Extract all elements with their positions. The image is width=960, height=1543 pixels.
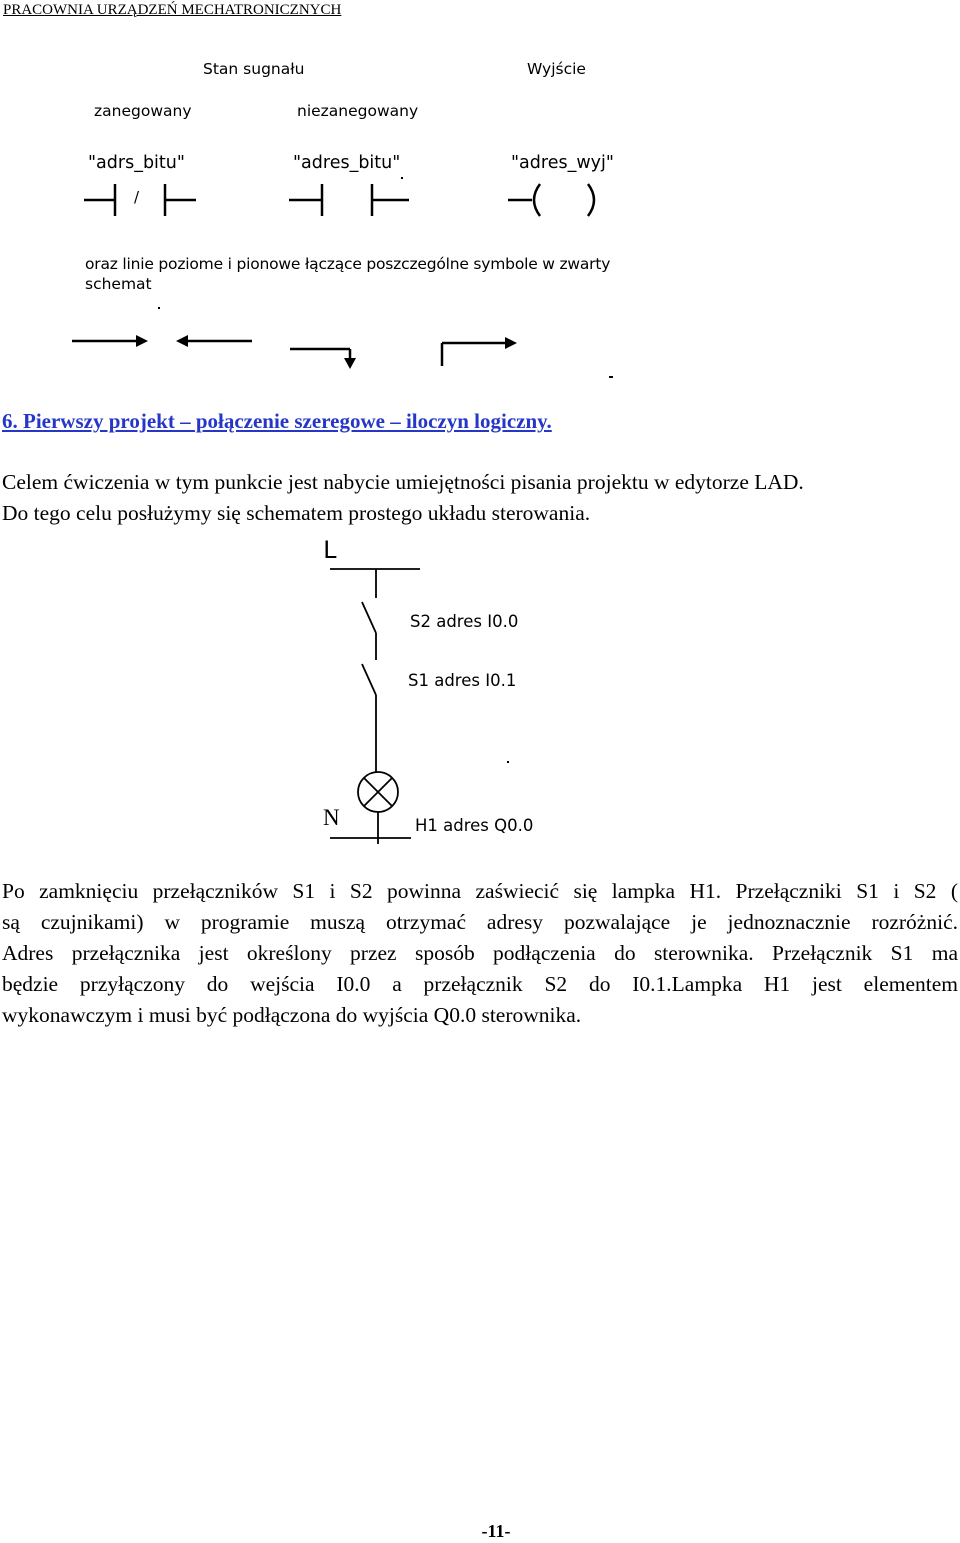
switch-s1-blade xyxy=(362,664,376,695)
negated-label: zanegowany xyxy=(94,102,192,120)
output-label: Wyjście xyxy=(527,60,586,78)
switch-s1-label: S1 adres I0.1 xyxy=(408,671,517,690)
lines-note-line1: oraz linie poziome i pionowe łączące poszczególne symbole w zwarty xyxy=(85,255,611,273)
paragraph-line: Po zamknięciu przełączników S1 i S2 powinna zaświecić się lampka H1. Przełączniki S1 i S2 ( xyxy=(2,879,958,903)
negated-address: "adrs_bitu" xyxy=(88,153,185,173)
document-header: PRACOWNIA URZĄDZEŃ MECHATRONICZNYCH xyxy=(3,2,342,18)
intro-line: Do tego celu posłużymy się schematem prostego układu sterowania. xyxy=(2,501,591,525)
switch-s2-label: S2 adres I0.0 xyxy=(410,612,519,631)
non-negated-address: "adres_bitu" xyxy=(293,153,401,173)
signal-state-label: Stan sugnału xyxy=(203,60,305,78)
paragraph-line: będzie przyłączony do wejścia I0.0 a przełącznik S2 do I0.1.Lampka H1 jest elementem xyxy=(2,972,958,996)
non-negated-label: niezanegowany xyxy=(297,102,419,120)
paragraph-line: są czujnikami) w programie muszą otrzymać adresy pozwalające je jednoznacznie rozróżnić. xyxy=(2,910,958,934)
paragraph-line: wykonawczym i musi być podłączona do wyjścia Q0.0 sterownika. xyxy=(2,1003,582,1027)
neutral-label: N xyxy=(323,805,340,830)
intro-line: Celem ćwiczenia w tym punkcie jest nabycie umiejętności pisania projektu w edytorze LAD. xyxy=(2,470,804,494)
section-heading: 6. Pierwszy projekt – połączenie szeregowe – iloczyn logiczny. xyxy=(2,409,552,433)
stray-dot-4 xyxy=(507,761,509,763)
negation-slash: / xyxy=(134,188,140,206)
switch-s2-blade xyxy=(362,602,376,633)
phase-label: L xyxy=(323,536,338,564)
page-number: -11- xyxy=(481,1521,511,1541)
lamp-label: H1 adres Q0.0 xyxy=(415,816,534,835)
paragraph-line: Adres przełącznika jest określony przez sposób podłączenia do sterownika. Przełącznik S1 ma xyxy=(2,941,958,965)
description-paragraph xyxy=(2,876,958,1031)
lines-note-line2: schemat xyxy=(85,275,152,293)
output-address: "adres_wyj" xyxy=(511,153,614,173)
